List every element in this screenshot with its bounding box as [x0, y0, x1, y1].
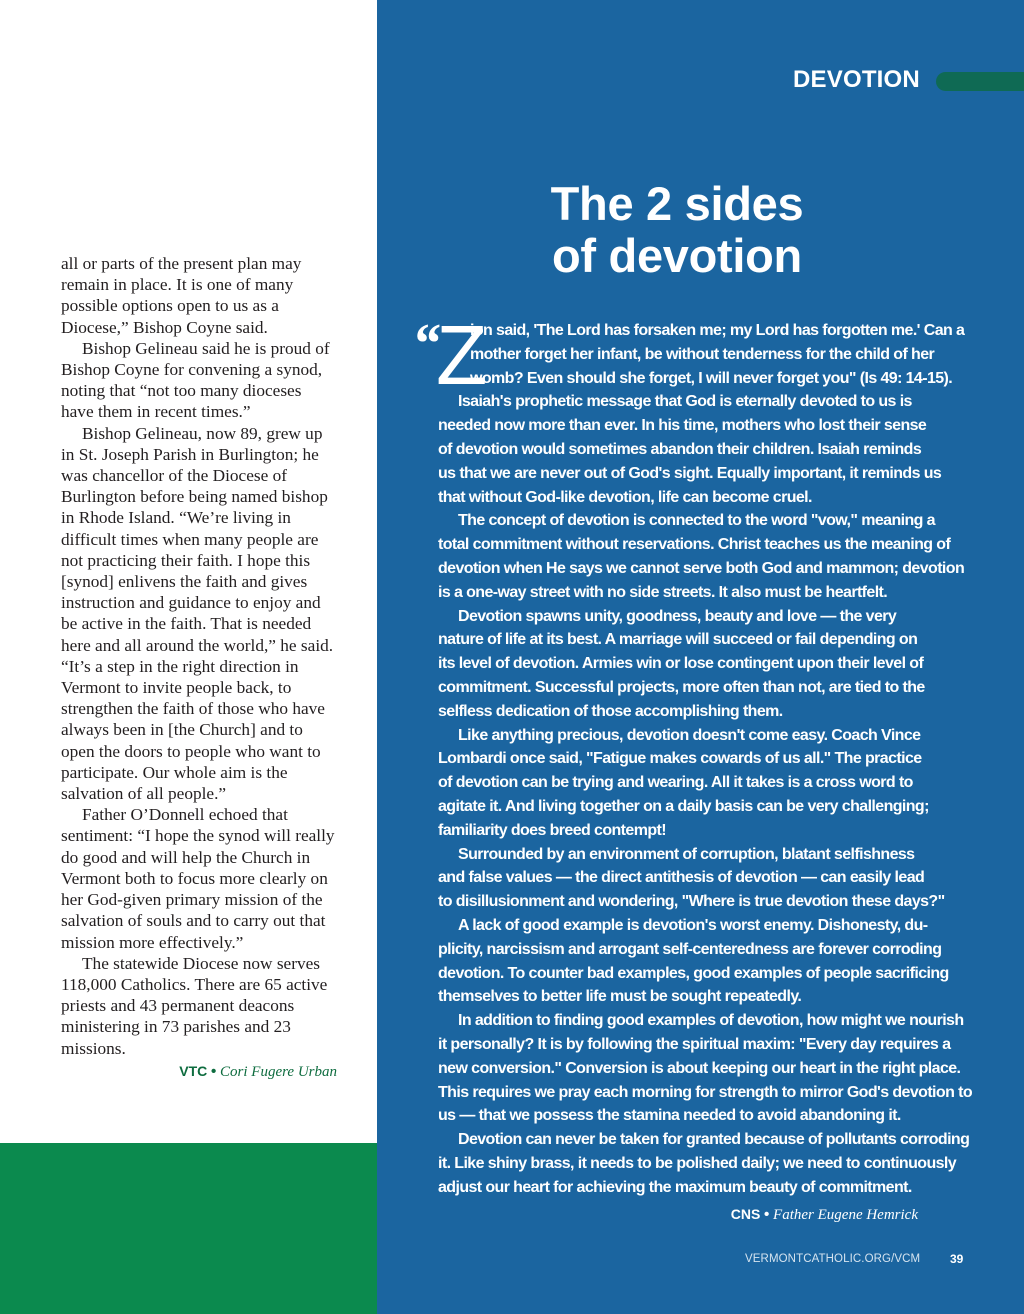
section-label: DEVOTION — [793, 66, 920, 93]
article-line: Devotion spawns unity, goodness, beauty and love — the very — [458, 607, 897, 625]
article-line: mother forget her infant, be without tenderness for the child of her — [470, 345, 935, 363]
byline-separator: • — [764, 1206, 770, 1223]
byline-separator: • — [211, 1062, 217, 1080]
article-line: Surrounded by an environment of corruption, blatant selfishness — [458, 845, 915, 863]
left-column — [0, 0, 377, 1314]
article-line: Isaiah's prophetic message that God is eternally devoted to us is — [458, 393, 912, 411]
left-paragraph: Bishop Gelineau, now 89, grew up in St. Joseph Parish in Burlington; he was chancellor of the Diocese of Burlington before being named bishop in Rhode Island. “We’re living in difficult times when many people are not practicing their faith. I hope this [synod] enlivens the faith and gives instruction and guidance to enjoy and be active in the faith. That is needed here and all around the world,” he said. “It’s a step in the right direction in Vermont to invite people back, to strengthen the faith of those who have always been in [the Church] and to open the doors to people who want to participate. Our whole aim is the salvation of all people.” — [61, 423, 334, 804]
opening-quote-mark: “ — [412, 313, 440, 375]
page-number: 39 — [950, 1252, 964, 1266]
article-line: of devotion would sometimes abandon their children. Isaiah reminds — [438, 440, 922, 458]
article-line: plicity, narcissism and arrogant self-centeredness are forever corroding — [438, 940, 942, 958]
article-line: and false values — the direct antithesis of devotion — can easily lead — [438, 869, 925, 887]
right-byline — [660, 1202, 918, 1227]
article-line: This requires we pray each morning for strength to mirror God's devotion to — [438, 1083, 972, 1101]
left-paragraph: Father O’Donnell echoed that sentiment: “I hope the synod will really do good and will help the Church in Vermont both to focus more clearly on her God-given primary mission of the salvation of souls and to carry out that mission more effectively.” — [61, 805, 335, 952]
left-paragraph: The statewide Diocese now serves 118,000 Catholics. There are 65 active priests and 43 permanent deacons ministering in 73 parishes and 23 missions. — [61, 953, 328, 1058]
left-byline — [61, 1060, 337, 1083]
byline-author: Father Eugene Hemrick — [773, 1207, 918, 1223]
byline-source: VTC — [179, 1062, 208, 1079]
article-line: it. Like shiny brass, it needs to be polished daily; we need to continuously — [438, 1154, 957, 1172]
article-line: In addition to finding good examples of devotion, how might we nourish — [458, 1012, 964, 1030]
article-line: Lombardi once said, "Fatigue makes cowards of us all." The practice — [438, 750, 922, 768]
article-line: us that we are never out of God's sight. Equally important, it reminds us — [438, 464, 942, 482]
article-line: commitment. Successful projects, more often than not, are tied to the — [438, 678, 925, 696]
article-line: adjust our heart for achieving the maximum beauty of commitment. — [438, 1178, 912, 1196]
article-line: to disillusionment and wondering, "Where is true devotion these days?" — [438, 893, 945, 911]
article-line: that without God-like devotion, life can become cruel. — [438, 488, 812, 506]
article-line: agitate it. And living together on a daily basis can be very challenging; — [438, 797, 929, 815]
article-line: The concept of devotion is connected to the word "vow," meaning a — [458, 512, 935, 530]
article-line: ion said, 'The Lord has forsaken me; my Lord has forgotten me.' Can a — [470, 322, 965, 339]
article-line: themselves to better life must be sought repeatedly. — [438, 988, 802, 1006]
article-line: familiarity does breed contempt! — [438, 821, 666, 839]
byline-source: CNS — [730, 1206, 761, 1222]
article-line: total commitment without reservations. Christ teaches us the meaning of — [438, 536, 951, 554]
article-headline — [470, 178, 884, 282]
article-line: new conversion." Conversion is about keeping our heart in the right place. — [438, 1059, 961, 1077]
footer-url: VERMONTCATHOLIC.ORG/VCM — [745, 1253, 921, 1265]
article-line: it personally? It is by following the spiritual maxim: "Every day requires a — [438, 1035, 951, 1053]
article-line: womb? Even should she forget, I will never forget you" (Is 49: 14-15). — [470, 369, 953, 387]
byline-author: Cori Fugere Urban — [220, 1063, 337, 1080]
green-decorative-block — [0, 1143, 377, 1314]
article-line: us — that we possess the stamina needed to avoid abandoning it. — [438, 1107, 901, 1125]
drop-cap: Z — [436, 308, 488, 402]
article-line: of devotion can be trying and wearing. All it takes is a cross word to — [438, 774, 913, 792]
article-line: Devotion can never be taken for granted because of pollutants corroding — [458, 1131, 970, 1149]
section-tab-decoration — [936, 72, 1024, 91]
article-line: Like anything precious, devotion doesn't come easy. Coach Vince — [458, 726, 921, 744]
article-line: needed now more than ever. In his time, mothers who lost their sense — [438, 417, 927, 435]
headline-line-1: The 2 sides — [550, 177, 804, 230]
left-paragraph: all or parts of the present plan may remain in place. It is one of many possible options open to us as a Diocese,” Bishop Coyne said. — [61, 254, 302, 337]
article-line: devotion when He says we cannot serve both God and mammon; devotion — [438, 559, 965, 577]
article-line: nature of life at its best. A marriage will succeed or fail depending on — [438, 631, 918, 649]
article-line: devotion. To counter bad examples, good examples of people sacrificing — [438, 964, 949, 982]
headline-line-2: of devotion — [552, 229, 802, 282]
article-body — [436, 308, 972, 1199]
article-line: A lack of good example is devotion's worst enemy. Dishonesty, du- — [458, 916, 928, 934]
article-line: its level of devotion. Armies win or lose contingent upon their level of — [438, 655, 924, 673]
article-line: selfless dedication of those accomplishing them. — [438, 702, 783, 720]
article-line: is a one-way street with no side streets. It also must be heartfelt. — [438, 583, 888, 601]
left-paragraph: Bishop Gelineau said he is proud of Bishop Coyne for convening a synod, noting that “not too many dioceses have them in recent times.” — [61, 338, 330, 422]
left-article — [61, 253, 337, 1083]
